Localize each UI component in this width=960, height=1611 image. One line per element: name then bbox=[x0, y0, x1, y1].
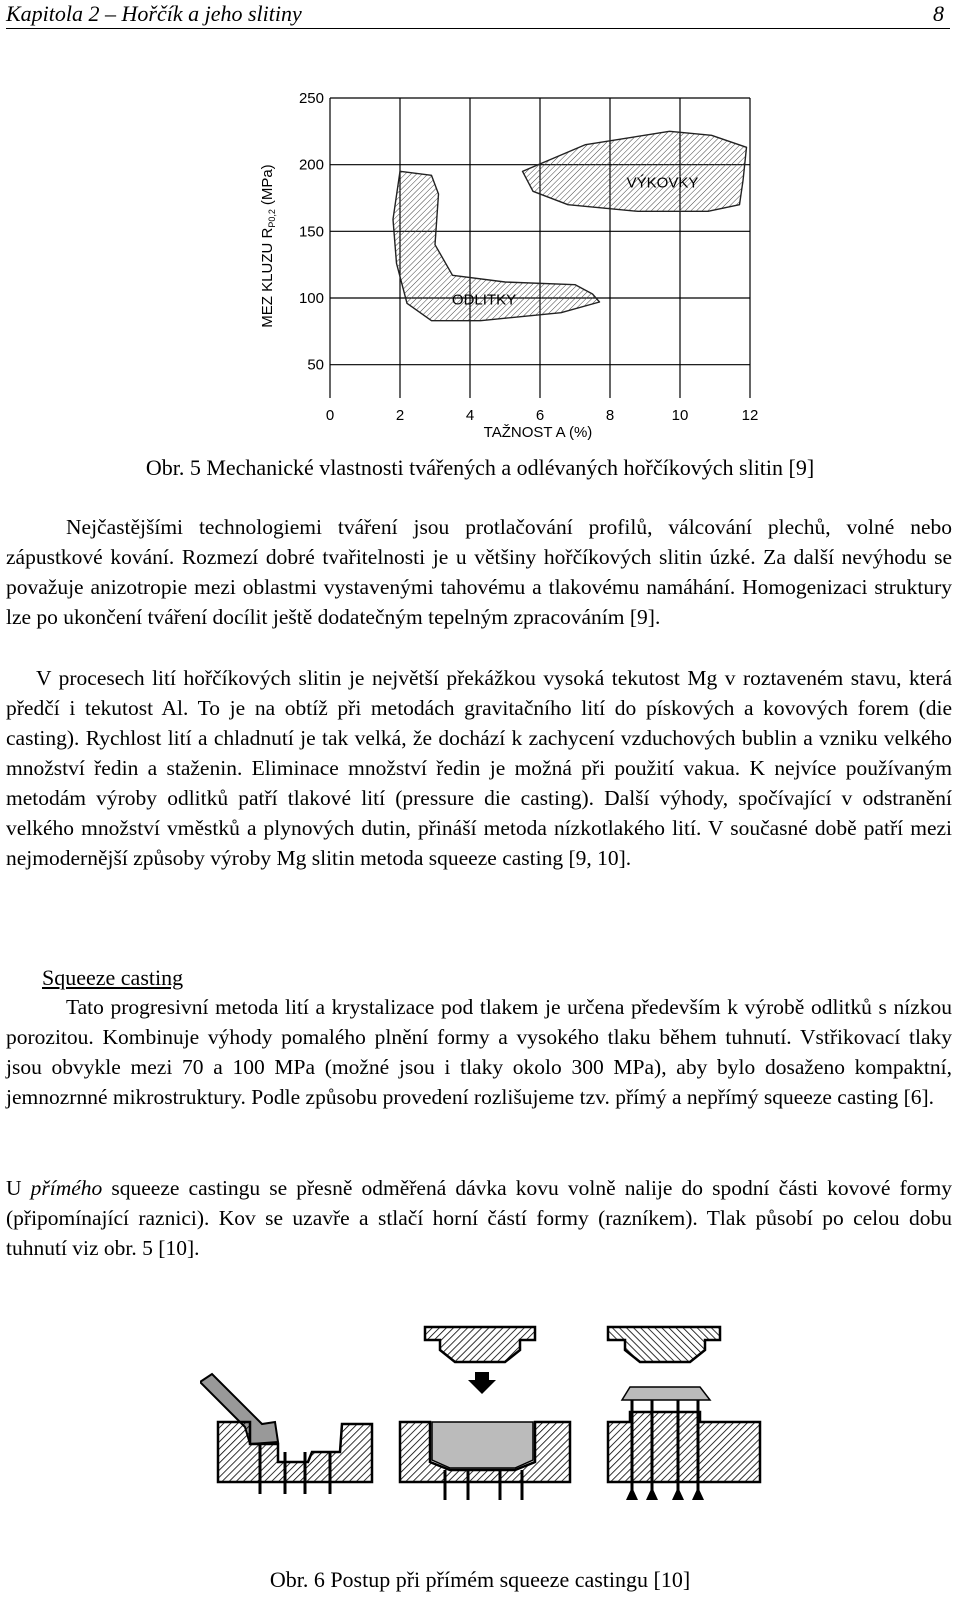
paragraph-casting: V procesech lití hořčíkových slitin je největší překážkou vysoká tekutost Mg v roztaveném stavu, která předčí i tekutost Al. To je na obtíž při metodách gravitačního lití do pískových a kovových forem (die casting). Rychlost lití a chladnutí je tak velká, že dochází k zachycení vzduchových bublin a vzniku velkého množství ředin a staženin. Eliminace množství ředin je možná při použití vakua. K nejvíce používaným metodám výroby odlitků patří tlakové lití (pressure die casting). Další výhody, spočívající v odstranění velkého množství vměstků a plynových dutin, přináší metoda nízkotlakého lití. V současné době patří mezi nejmodernější způsoby výroby Mg slitin metoda squeeze casting [9, 10]. bbox=[6, 666, 952, 870]
x-tick-label: 4 bbox=[465, 407, 475, 424]
x-tick-label: 0 bbox=[325, 407, 335, 424]
direct-rest: squeeze castingu se přesně odměřená dávka kovu volně nalije do spodní části kovové formy (připomínající raznici). Kov se uzavře a stlačí horní částí formy (razníkem). Tlak působí po celou dobu tuhnutí viz obr. 5 [10]. bbox=[6, 1176, 952, 1260]
paragraph-direct-squeeze bbox=[6, 1173, 952, 1263]
y-axis-label-main: MEZ KLUZU R bbox=[259, 227, 276, 328]
y-axis-label bbox=[259, 164, 277, 327]
chart-areas bbox=[393, 131, 747, 320]
stage-pressing bbox=[400, 1327, 570, 1500]
yield-strength-vs-elongation-chart bbox=[250, 80, 780, 460]
y-tick-label: 250 bbox=[298, 90, 324, 107]
upper-die-middle bbox=[425, 1327, 535, 1362]
area-label: ODLITKY bbox=[451, 291, 517, 309]
y-tick-label: 200 bbox=[298, 156, 324, 174]
area-label: VÝKOVKY bbox=[626, 174, 699, 192]
upper-die-right bbox=[608, 1327, 720, 1362]
y-axis-label-sub: P0,2 bbox=[267, 209, 277, 228]
casting-part-right bbox=[622, 1387, 710, 1400]
paragraph-squeeze-casting: Tato progresivní metoda lití a krystalizace pod tlakem je určena především k výrobě odlitků s nízkou porozitou. Kombinuje výhody pomalého plnění formy a vysokého tlaku během tuhnutí. Vstřikovací tlaky jsou obvykle mezi 70 a 100 MPa (možné jsou i tlaky okolo 300 MPa), aby bylo dosaženo kompaktní, jemnozrnné mikrostruktury. Podle způsobu provedení rozlišujeme tzv. přímý a nepřímý squeeze casting [6]. bbox=[6, 995, 952, 1109]
section-heading-squeeze-casting: Squeeze casting bbox=[42, 965, 184, 990]
stage-ejection bbox=[608, 1327, 760, 1500]
x-tick-label: 10 bbox=[671, 407, 689, 424]
squeeze-casting-diagram bbox=[200, 1312, 780, 1542]
page-number: 8 bbox=[933, 1, 944, 26]
x-tick-label: 2 bbox=[395, 407, 405, 424]
stage-pouring bbox=[200, 1374, 372, 1494]
paragraph-forming: Nejčastějšími technologiemi tváření jsou protlačování profilů, válcování plechů, volné nebo zápustkové kování. Rozmezí dobré tvařitelnosti je u většiny hořčíkových slitin úzké. Za další nevýhodu se považuje anizotropie mezi oblastmi vystavenými tahovému a tlakovému namáhání. Homogenizaci struktury lze po ukončení tváření docílit ještě dodatečným tepelným zpracováním [9]. bbox=[6, 515, 952, 629]
y-tick-label: 100 bbox=[298, 290, 324, 307]
y-tick-label: 150 bbox=[298, 223, 324, 241]
press-arrow bbox=[468, 1372, 496, 1394]
ejection-arrows bbox=[626, 1487, 704, 1500]
molten-metal-middle bbox=[432, 1422, 533, 1468]
direct-italic-term: přímého bbox=[30, 1176, 103, 1200]
page-header bbox=[6, 0, 950, 29]
y-axis-label-unit: (MPa) bbox=[259, 164, 276, 206]
x-tick-label: 12 bbox=[741, 407, 759, 424]
y-tick-label: 50 bbox=[307, 356, 324, 374]
lower-die-left bbox=[218, 1422, 372, 1482]
figure6-caption: Obr. 6 Postup při přímém squeeze castingu [10] bbox=[269, 1567, 691, 1592]
x-tick-label: 6 bbox=[535, 407, 545, 424]
area-vykovky bbox=[523, 131, 747, 211]
x-axis-label: TAŽNOST A (%) bbox=[483, 424, 593, 441]
direct-prefix: U bbox=[6, 1176, 31, 1200]
x-tick-label: 8 bbox=[605, 407, 615, 424]
figure5-caption: Obr. 5 Mechanické vlastnosti tvářených a odlévaných hořčíkových slitin [9] bbox=[145, 455, 815, 480]
chapter-title: Kapitola 2 – Hořčík a jeho slitiny bbox=[6, 1, 302, 26]
